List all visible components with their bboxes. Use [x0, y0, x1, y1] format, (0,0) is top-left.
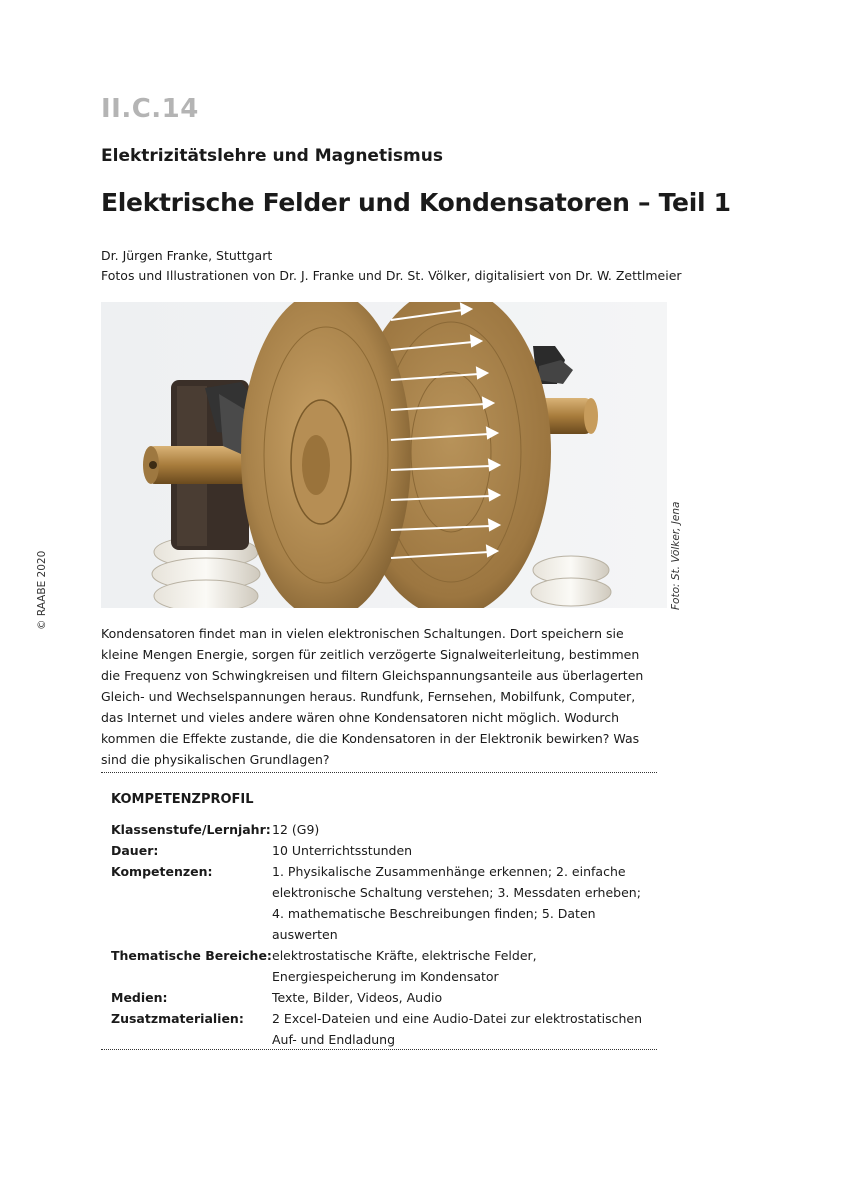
section-code: II.C.14	[101, 94, 199, 124]
credits-line: Fotos und Illustrationen von Dr. J. Franke und Dr. St. Völker, digitalisiert von Dr. W. Zettlmeier	[101, 268, 682, 283]
profile-value: Texte, Bilder, Videos, Audio	[272, 990, 443, 1005]
intro-paragraph: Kondensatoren findet man in vielen elektronischen Schaltungen. Dort speichern sie kleine Mengen Energie, sorgen für zeitlich verzögerte Signalweiterleitung, bestimmen die Frequenz von Schwingkreisen und filtern Gleichspannungsanteile aus überlagerten Gleich- und Wechselspannungen heraus. Rundfunk, Fernsehen, Mobilfunk, Computer, das Internet und vieles andere wären ohne Kondensatoren nicht möglich. Wodurch kommen die Effekte zustande, die die Kondensatoren in der Elektronik bewirken? Was sind die physikalischen Grundlagen?	[101, 626, 644, 767]
profile-row	[111, 945, 651, 987]
subject-heading: Elektrizitätslehre und Magnetismus	[101, 146, 443, 166]
profile-heading: KOMPETENZPROFIL	[111, 792, 254, 807]
profile-row	[111, 1008, 651, 1050]
profile-value: 1. Physikalische Zusammenhänge erkennen; 2. einfache elektronische Schaltung verstehen; 3. Messdaten erheben; 4. mathematische Beschreibungen finden; 5. Daten auswerten	[272, 864, 641, 942]
profile-label: Kompetenzen:	[111, 864, 213, 879]
profile-value: 10 Unterrichtsstunden	[272, 843, 413, 858]
photo-credit: Foto: St. Völker, Jena	[670, 501, 682, 610]
page-title: Elektrische Felder und Kondensatoren – Teil 1	[101, 188, 731, 217]
dotted-divider-top	[101, 772, 657, 773]
profile-label: Medien:	[111, 990, 168, 1005]
profile-label: Dauer:	[111, 843, 159, 858]
profile-value: 2 Excel-Dateien und eine Audio-Datei zur elektrostatischen Auf- und Endladung	[272, 1011, 643, 1047]
profile-label: Zusatzmaterialien:	[111, 1011, 244, 1026]
profile-row	[111, 987, 651, 1008]
copyright-notice: © RAABE 2020	[36, 550, 48, 630]
profile-label: Klassenstufe/Lernjahr:	[111, 822, 271, 837]
profile-value: elektrostatische Kräfte, elektrische Felder, Energiespeicherung im Kondensator	[272, 948, 537, 984]
profile-label: Thematische Bereiche:	[111, 948, 272, 963]
profile-row	[111, 819, 651, 840]
profile-row	[111, 861, 651, 945]
competence-profile	[111, 819, 651, 1050]
author-line: Dr. Jürgen Franke, Stuttgart	[101, 248, 273, 263]
dotted-divider-bottom	[101, 1049, 657, 1050]
profile-row	[111, 840, 651, 861]
author-block	[101, 246, 682, 286]
capacitor-photo	[101, 302, 667, 608]
profile-value: 12 (G9)	[272, 822, 320, 837]
